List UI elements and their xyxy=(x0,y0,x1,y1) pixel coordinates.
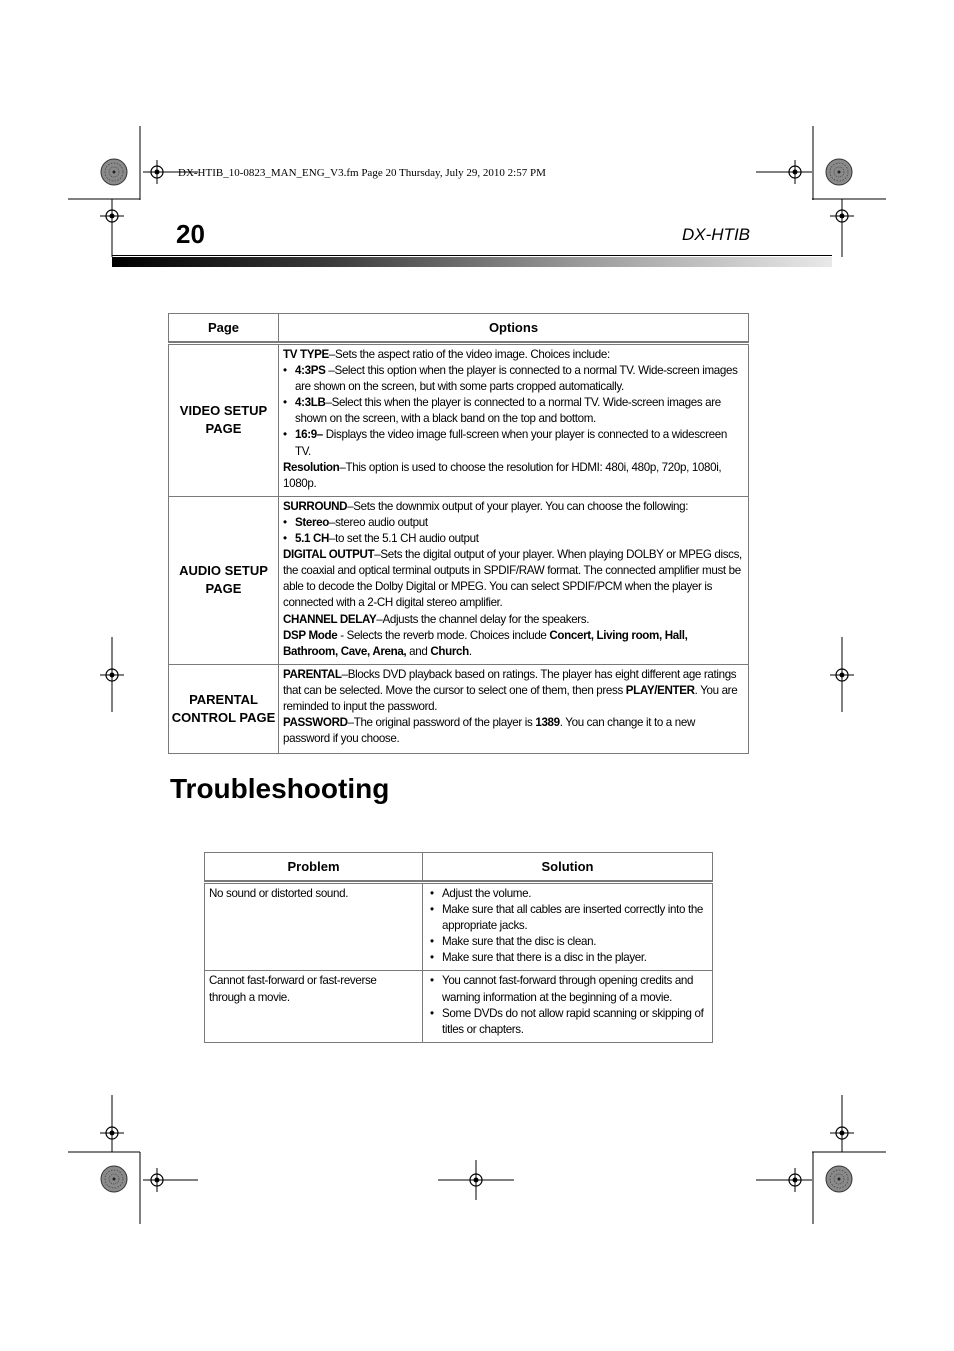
model-name: DX-HTIB xyxy=(682,225,750,244)
table-header-row xyxy=(169,314,749,342)
options-video-setup: TV TYPE–Sets the aspect ratio of the video image. Choices include: • 4:3PS –Select this option when the player is connected to a normal TV. Wide-screen images are shown on the screen, but with some parts cropped automatically. • 4:3LB–Select this when the player is connected to a normal TV. Wide-screen images are shown on the screen, with a black band on the top and bottom. • 16:9– Displays the video image full-screen when your player is connected to a widescreen TV. Resolution–This option is used to choose the resolution for HDMI: 480i, 480p, 720p, 1080i, 1080p. xyxy=(279,344,749,497)
solution-cell xyxy=(423,971,713,1043)
solution-item: • Make sure that there is a disc in the player. xyxy=(427,950,706,966)
table-row xyxy=(205,883,713,971)
column-header-solution: Solution xyxy=(423,853,713,881)
troubleshooting-heading: Troubleshooting xyxy=(170,773,390,804)
print-info-line: DX-HTIB_10-0823_MAN_ENG_V3.fm Page 20 Thursday, July 29, 2010 2:57 PM xyxy=(178,167,546,179)
solution-cell xyxy=(423,883,713,971)
solution-item: • You cannot fast-forward through opening credits and warning information at the beginning of a movie. xyxy=(427,973,706,1005)
solution-item: • Make sure that all cables are inserted correctly into the appropriate jacks. xyxy=(427,902,706,934)
table-header-row xyxy=(205,853,713,881)
setup-options-table xyxy=(168,313,749,754)
page-name-audio-setup: AUDIO SETUP PAGE xyxy=(169,496,279,664)
table-row xyxy=(169,496,749,664)
table-row xyxy=(205,971,713,1043)
page-number: 20 xyxy=(176,219,205,249)
solution-item: • Adjust the volume. xyxy=(427,886,706,902)
table-row xyxy=(169,664,749,753)
options-parental-control: PARENTAL–Blocks DVD playback based on ratings. The player has eight different age ratings that can be selected. Move the cursor to select one of them, then press PLAY/ENTER. You are reminded to input the password. PASSWORD–The original password of the player is 1389. You can change it to a new password if you choose. xyxy=(279,664,749,753)
page-name-parental-control: PARENTAL CONTROL PAGE xyxy=(169,664,279,753)
column-header-options: Options xyxy=(279,314,749,342)
problem-cell: No sound or distorted sound. xyxy=(205,883,423,971)
options-audio-setup: SURROUND–Sets the downmix output of your player. You can choose the following: • Stereo–stereo audio output • 5.1 CH–to set the 5.1 CH audio output DIGITAL OUTPUT–Sets the digital output of your player. When playing DOLBY or MPEG discs, the coaxial and optical terminal outputs in SPDIF/RAW format. The connected amplifier must be able to decode the Dolby Digital or MPEG. You can select SPDIF/PCM when the player is connected with a 2-CH digital stereo amplifier. CHANNEL DELAY–Adjusts the channel delay for the speakers. DSP Mode - Selects the reverb mode. Choices include Concert, Living room, Hall, Bathroom, Cave, Arena, and Church. xyxy=(279,496,749,664)
column-header-page: Page xyxy=(169,314,279,342)
column-header-problem: Problem xyxy=(205,853,423,881)
solution-item: • Make sure that the disc is clean. xyxy=(427,934,706,950)
page-name-video-setup: VIDEO SETUP PAGE xyxy=(169,344,279,497)
table-row xyxy=(169,344,749,497)
problem-cell: Cannot fast-forward or fast-reverse through a movie. xyxy=(205,971,423,1043)
troubleshooting-table xyxy=(204,852,713,1043)
solution-item: • Some DVDs do not allow rapid scanning or skipping of titles or chapters. xyxy=(427,1006,706,1038)
header-rule xyxy=(112,257,832,267)
